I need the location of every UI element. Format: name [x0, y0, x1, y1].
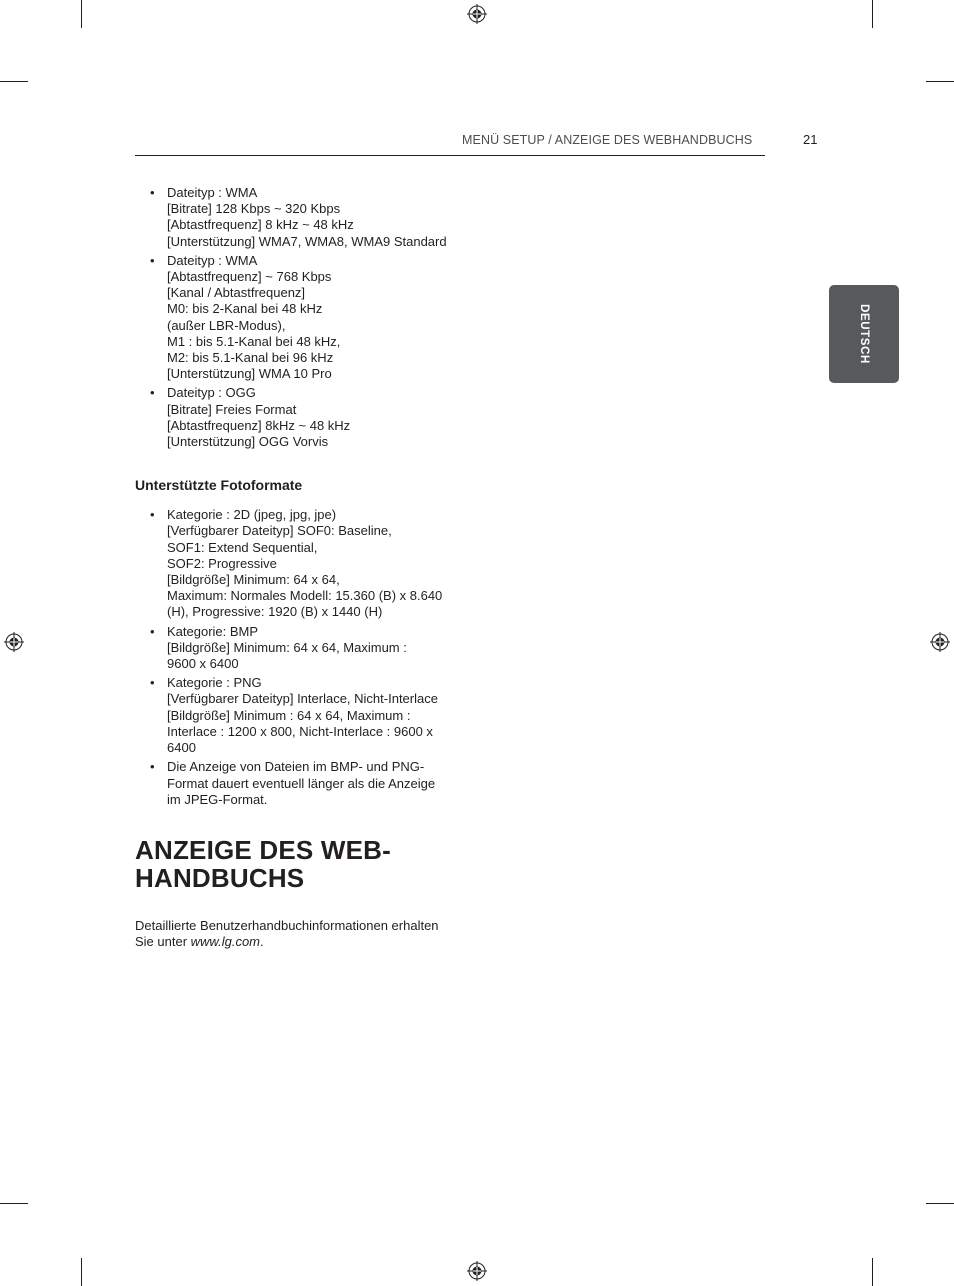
- list-item-line: Kategorie : PNG: [167, 675, 262, 691]
- body-text-suffix: .: [260, 934, 264, 950]
- crop-mark: [926, 81, 954, 82]
- registration-mark-icon: [930, 632, 950, 652]
- list-item-line: Format dauert eventuell länger als die Anzeige: [167, 775, 436, 791]
- list-item: [135, 253, 465, 383]
- list-item-line: Interlace : 1200 x 800, Nicht-Interlace : 9600 x: [167, 723, 433, 739]
- crop-mark: [872, 0, 873, 28]
- bullet-icon: •: [150, 185, 155, 200]
- bullet-icon: •: [150, 675, 155, 691]
- list-item-line: 6400: [167, 740, 196, 756]
- list-item: [135, 759, 465, 808]
- crop-mark: [81, 0, 82, 28]
- language-tab: [829, 285, 899, 383]
- section-title-line: ANZEIGE DES WEB-: [135, 834, 391, 865]
- bullet-icon: •: [150, 759, 155, 775]
- registration-mark-icon: [467, 1261, 487, 1281]
- list-item-line: [Unterstützung] WMA 10 Pro: [167, 366, 332, 382]
- list-item-line: 9600 x 6400: [167, 656, 239, 672]
- list-item-line: M2: bis 5.1-Kanal bei 96 kHz: [167, 350, 334, 366]
- crop-mark: [81, 1258, 82, 1286]
- language-tab-label: DEUTSCH: [858, 304, 870, 364]
- list-item-line: Maximum: Normales Modell: 15.360 (B) x 8.640: [167, 588, 443, 604]
- list-item-line: Die Anzeige von Dateien im BMP- und PNG-: [167, 759, 425, 775]
- list-item-line: [Abtastfrequenz] 8 kHz ~ 48 kHz: [167, 217, 354, 233]
- list-item-line: [Bitrate] 128 Kbps ~ 320 Kbps: [167, 201, 341, 217]
- bullet-icon: •: [150, 252, 155, 268]
- website-link[interactable]: www.lg.com: [190, 934, 261, 950]
- registration-mark-icon: [4, 632, 24, 652]
- list-item: [135, 624, 465, 673]
- crop-mark: [0, 1203, 28, 1204]
- list-item-line: [Kanal / Abtastfrequenz]: [167, 285, 306, 301]
- list-item-line: [Verfügbarer Dateityp] Interlace, Nicht-Interlace: [167, 691, 438, 707]
- photo-formats-heading: Unterstützte Fotoformate: [135, 477, 303, 494]
- list-item-line: Dateityp : WMA: [167, 185, 258, 200]
- section-title: [135, 836, 465, 892]
- section-title-line: HANDBUCHS: [135, 862, 305, 893]
- body-text-line: Detaillierte Benutzerhandbuchinformationen erhalten: [135, 917, 439, 933]
- list-item-line: M0: bis 2-Kanal bei 48 kHz: [167, 301, 323, 317]
- header-rule: [135, 155, 765, 156]
- list-item-line: (außer LBR-Modus),: [167, 317, 286, 333]
- list-item-line: [Bildgröße] Minimum: 64 x 64,: [167, 572, 340, 588]
- list-item-line: [Verfügbarer Dateityp] SOF0: Baseline,: [167, 523, 392, 539]
- list-item-line: SOF1: Extend Sequential,: [167, 539, 318, 555]
- list-item-line: [Unterstützung] WMA7, WMA8, WMA9 Standard: [167, 233, 447, 249]
- crop-mark: [872, 1258, 873, 1286]
- list-item-line: [Abtastfrequenz] ~ 768 Kbps: [167, 269, 332, 285]
- registration-mark-icon: [467, 4, 487, 24]
- page-number: 21: [803, 132, 818, 147]
- list-item: [135, 507, 465, 620]
- list-item-line: (H), Progressive: 1920 (B) x 1440 (H): [167, 604, 383, 620]
- bullet-icon: •: [150, 385, 155, 401]
- main-content: [135, 185, 465, 950]
- audio-format-list: [135, 185, 465, 450]
- crop-mark: [0, 81, 28, 82]
- list-item: [135, 185, 465, 250]
- list-item-line: Dateityp : WMA: [167, 252, 258, 268]
- bullet-icon: •: [150, 507, 155, 523]
- body-text-line: [135, 934, 465, 950]
- list-item-line: Dateityp : OGG: [167, 385, 256, 401]
- list-item: [135, 385, 465, 450]
- list-item-line: Kategorie: BMP: [167, 623, 259, 639]
- list-item-line: [Bitrate] Freies Format: [167, 401, 297, 417]
- list-item-line: [Abtastfrequenz] 8kHz ~ 48 kHz: [167, 417, 351, 433]
- list-item: [135, 675, 465, 756]
- list-item-line: [Bildgröße] Minimum : 64 x 64, Maximum :: [167, 707, 411, 723]
- list-item-line: SOF2: Progressive: [167, 555, 277, 571]
- crop-mark: [926, 1203, 954, 1204]
- list-item-line: [Bildgröße] Minimum: 64 x 64, Maximum :: [167, 639, 407, 655]
- bullet-icon: •: [150, 623, 155, 639]
- body-text-prefix: Sie unter: [135, 934, 191, 950]
- list-item-line: [Unterstützung] OGG Vorvis: [167, 434, 329, 450]
- list-item-line: M1 : bis 5.1-Kanal bei 48 kHz,: [167, 333, 341, 349]
- list-item-line: im JPEG-Format.: [167, 791, 268, 807]
- web-manual-text: [135, 918, 465, 950]
- running-header: MENÜ SETUP / ANZEIGE DES WEBHANDBUCHS: [462, 133, 753, 147]
- list-item-line: Kategorie : 2D (jpeg, jpg, jpe): [167, 507, 337, 523]
- photo-format-list: [135, 507, 465, 808]
